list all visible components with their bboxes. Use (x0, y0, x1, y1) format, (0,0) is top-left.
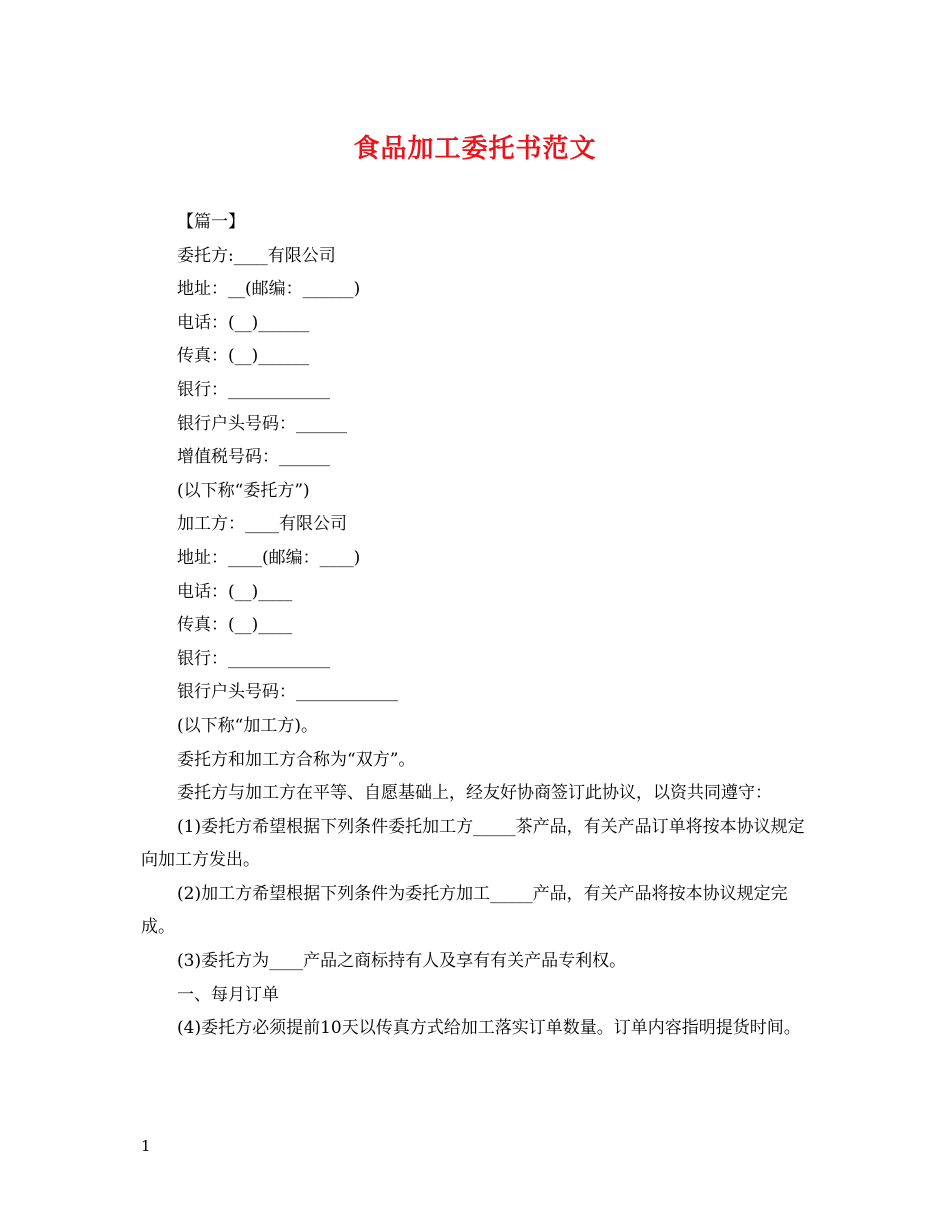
client-phone-line: 电话：(__)______ (177, 312, 310, 333)
processor-fax-line: 传真：(__)____ (177, 615, 293, 636)
processor-address-line: 地址：____(邮编：____) (177, 547, 361, 568)
clause-2: (2)加工方希望根据下列条件为委托方加工_____产品，有关产品将按本协议规定完成。 (141, 883, 788, 938)
document-title: 食品加工委托书范文 (353, 134, 597, 164)
clause-1: (1)委托方希望根据下列条件委托加工方_____茶产品，有关产品订单将按本协议规定向加工方发出。 (141, 816, 805, 871)
clause-4: (4)委托方必须提前10天以传真方式给加工落实订单数量。订单内容指明提货时间。 (177, 1018, 801, 1039)
client-vat-line: 增值税号码：______ (177, 447, 330, 468)
processor-alias-line: (以下称“加工方)。 (177, 715, 318, 736)
parties-line: 委托方和加工方合称为“双方”。 (177, 749, 416, 770)
clause-3: (3)委托方为____产品之商标持有人及享有有关产品专利权。 (177, 951, 627, 972)
client-name-line: 委托方:____有限公司 (177, 245, 336, 266)
client-account-line: 银行户头号码：______ (177, 413, 347, 434)
processor-account-line: 银行户头号码：____________ (177, 682, 398, 703)
page-number: 1 (141, 1137, 151, 1155)
client-alias-line: (以下称“委托方”) (177, 480, 310, 501)
client-fax-line: 传真：(__)______ (177, 346, 310, 367)
agreement-intro-line: 委托方与加工方在平等、自愿基础上，经友好协商签订此协议，以资共同遵守： (177, 783, 772, 804)
processor-name-line: 加工方：____有限公司 (177, 514, 347, 535)
section-heading: 【篇一】 (177, 212, 245, 232)
processor-bank-line: 银行：____________ (177, 648, 330, 669)
document-body (141, 206, 821, 1046)
client-bank-line: 银行：____________ (177, 379, 330, 400)
processor-phone-line: 电话：(__)____ (177, 581, 293, 602)
client-address-line: 地址：__(邮编：______) (177, 279, 361, 300)
section-monthly-orders: 一、每月订单 (177, 984, 279, 1005)
